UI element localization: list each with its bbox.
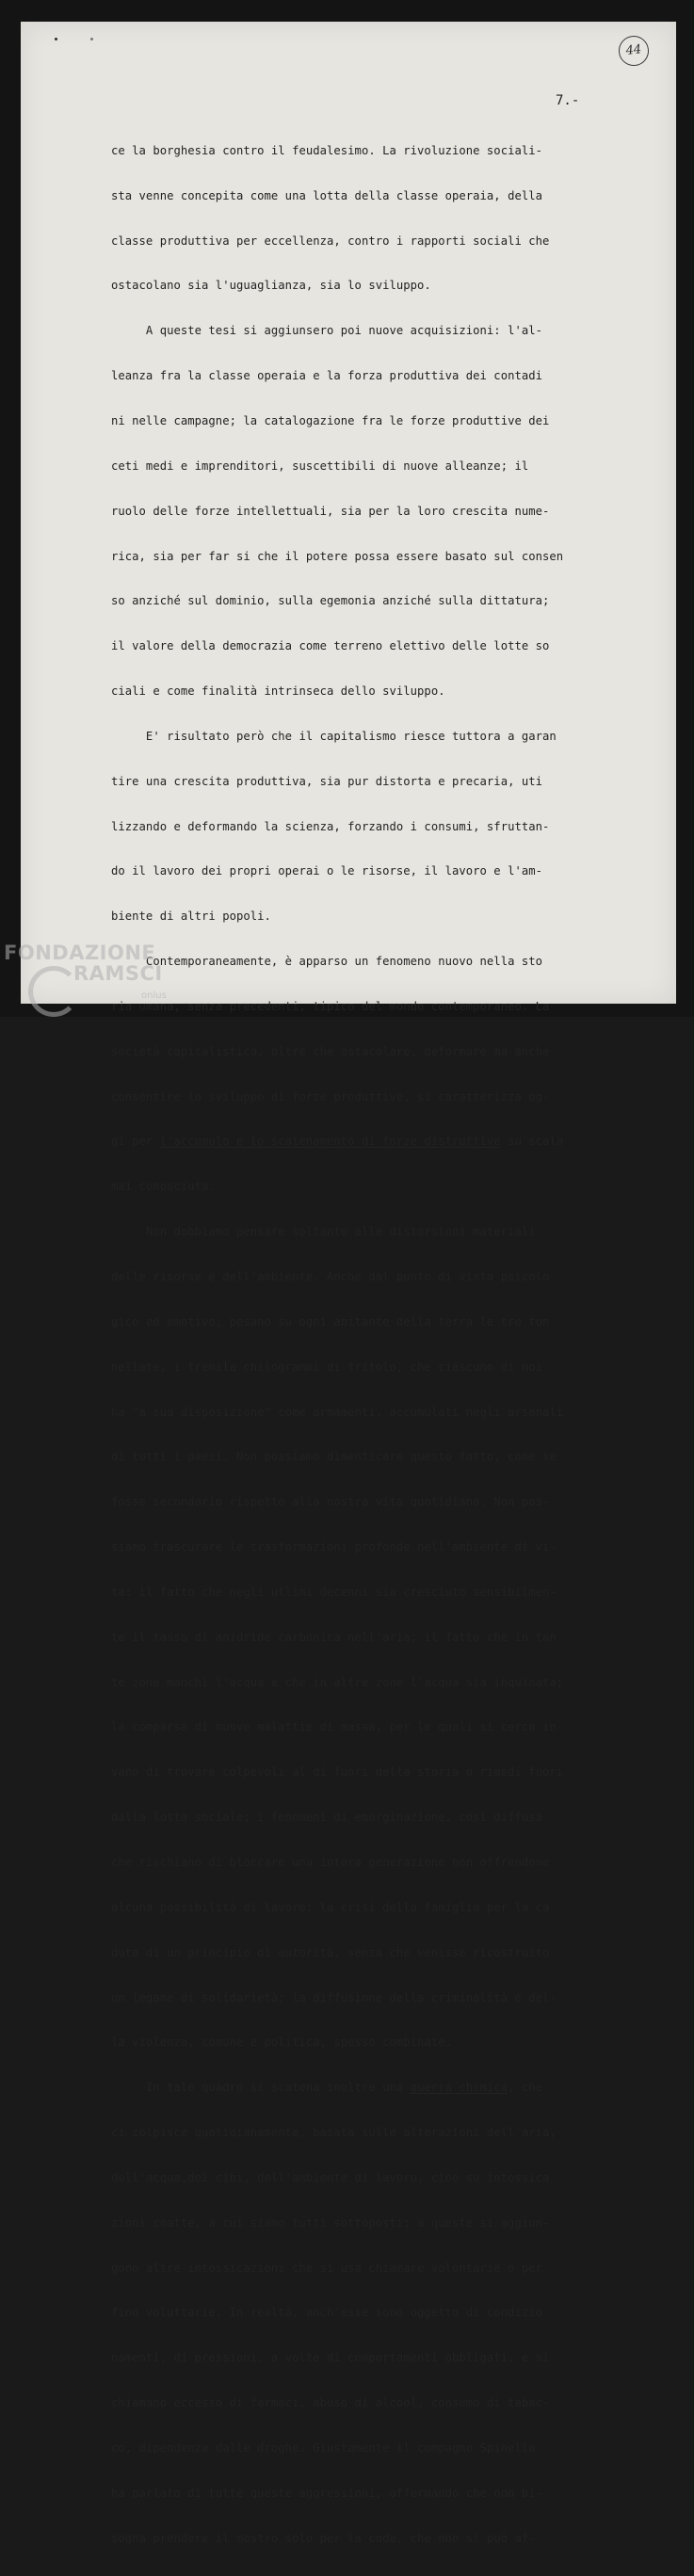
text-line: do il lavoro dei propri operai o le risorse, il lavoro e l'am-: [111, 864, 543, 878]
text-line: fosse secondario rispetto alla nostra vita quotidiana. Non pos-: [111, 1495, 550, 1509]
text-line: ci colpisce quotidianamente, basata sulle alterazioni dell'aria,: [111, 2126, 557, 2140]
text-line: zioni coatte, a cui siamo tutti sottoposti; a queste si aggiun-: [111, 2215, 550, 2230]
text-line: alcuna possibilità di lavoro; la crisi della famiglia per la ca: [111, 1900, 550, 1914]
document-body: [111, 114, 638, 2576]
punch-hole-mark: [55, 38, 57, 40]
text-line: tire una crescita produttiva, sia pur distorta e precaria, uti: [111, 774, 543, 788]
text-line: sogna prendere il mostro solo per la coda, che non si può af-: [111, 2531, 536, 2545]
text-line: gono altre intossicazioni che si usa chiamare volontarie o per: [111, 2261, 543, 2275]
text-line: Non dobbiamo pensare soltanto alle distorsioni materiali: [111, 1225, 536, 1239]
text-line: ruolo delle forze intellettuali, sia per la loro crescita nume-: [111, 504, 550, 518]
text-line-with-emphasis: [111, 1135, 638, 1150]
text-line: A queste tesi si aggiunsero poi nuove acquisizioni: l'al-: [111, 324, 543, 338]
watermark-text: RAMSCI: [73, 962, 163, 985]
text-line: di tutti i paesi. Non possiamo dimenticare questo fatto, come se: [111, 1450, 557, 1464]
text-line: ha "a sua disposizione" come armamenti, accumulati negli arsenali: [111, 1405, 564, 1419]
text-line: gico ed emotivo, pesano su ogni abitante della terra le tre ton: [111, 1314, 550, 1328]
text-line: consentire lo sviluppo di forze produttive, si caratterizza og-: [111, 1089, 550, 1103]
text-line: ostacolano sia l'uguaglianza, sia lo sviluppo.: [111, 279, 431, 293]
text-line: classe produttiva per eccellenza, contro i rapporti sociali che: [111, 233, 550, 248]
text-line: la comparsa di nuove malattie di massa, per le quali si cerca in: [111, 1720, 557, 1734]
text-line: te zone manchi l'acqua e che in altre zone l'acqua sia inquinata;: [111, 1675, 564, 1689]
text-line: la violenza, comune e politica, spesso combinate.: [111, 2036, 452, 2050]
text-line: duta di un principio di autorità, senza che venisse ricostruito: [111, 1945, 550, 1959]
text-line: il valore della democrazia come terreno elettivo delle lotte so: [111, 639, 550, 653]
text-line: mai conosciuta.: [111, 1180, 216, 1194]
text-line: delle risorse e dell'ambiente. Anche dal punto di vista psicolo: [111, 1270, 550, 1283]
text-fragment: gi per: [111, 1135, 160, 1149]
text-line: vano di trovare colpevoli al di fuori della storia o rimedi fuori: [111, 1765, 564, 1779]
text-line: rica, sia per far si che il potere possa essere basato sul consen: [111, 549, 564, 563]
watermark-g-logo-icon: [28, 966, 79, 1017]
text-line: società capitalistica, oltre che ostacolare, deformare ma anche: [111, 1044, 550, 1058]
text-line: ceti medi e imprenditori, suscettibili di nuove alleanze; il: [111, 459, 529, 473]
fondazione-gramsci-watermark: [4, 942, 192, 1017]
text-line: so anziché sul dominio, sulla egemonia anziché sulla dittatura;: [111, 594, 550, 608]
text-line: un legame di solidarietà; la diffusione della criminalità e del-: [111, 1990, 557, 2004]
text-line: fino voluttarie. In realtà, anch'esse sono oggetto di condizio: [111, 2306, 543, 2320]
text-fragment: In tale quadro si scatena inoltre una: [111, 2081, 411, 2095]
page-number: 7.-: [556, 93, 580, 108]
text-line: lizzando e deformando la scienza, forzando i consumi, sfruttan-: [111, 819, 550, 833]
text-line-with-emphasis: [111, 2081, 638, 2096]
text-line: dalla lotta sociale; i fenomeni di emarginazione, così diffusa: [111, 1811, 543, 1825]
watermark-subtext: onlus: [141, 990, 167, 1001]
text-line: te il tasso di anidride carbonica nell'aria; il fatto che in tan: [111, 1630, 557, 1644]
text-line: ciali e come finalità intrinseca dello sviluppo.: [111, 684, 445, 699]
archive-page-stamp: 44: [617, 34, 650, 67]
text-line: nellate, i tremila chilogrammi di tritolo, che ciascuno di noi: [111, 1360, 543, 1374]
text-line: biente di altri popoli.: [111, 910, 271, 924]
text-line: leanza fra la classe operaia e la forza produttiva dei contadi: [111, 369, 543, 383]
text-line: Contemporaneamente, è apparso un fenomeno nuovo nella sto: [111, 955, 543, 969]
watermark-text: FONDAZIONE: [4, 942, 156, 964]
text-line: chiamano eccesso di farmaci, abuso di alcool, consumo di tabac-: [111, 2396, 550, 2410]
punch-hole-mark: [90, 38, 93, 40]
text-line: ria umana, senza precedenti, tipico del mondo contemporaneo. La: [111, 999, 550, 1013]
text-line: ta: il fatto che negli utlimi decenni sia cresciuto sensibilmen-: [111, 1585, 557, 1599]
text-fragment: su scala: [500, 1135, 564, 1149]
text-fragment: , che: [508, 2081, 543, 2095]
text-line: sta venne concepita come una lotta della classe operaia, della: [111, 188, 543, 202]
text-line: dell'acqua,dei cibi, dell'ambiente di lavoro, cioé su intossica: [111, 2170, 550, 2184]
text-line: ha parlato di tutte queste aggressioni, affermando che non bi-: [111, 2486, 543, 2500]
underlined-phrase: l'accumulo e lo scatenamento di forze distruttive: [159, 1135, 501, 1149]
text-line: che rischiano di bloccare una intera generazione non offrendone: [111, 1855, 550, 1869]
text-line: ce la borghesia contro il feudalesimo. La rivoluzione sociali-: [111, 143, 543, 157]
text-line: co, dipendenza dalle droghe. Giustamente il compagno Spinella: [111, 2440, 536, 2455]
text-line: siamo trascurare le trasformazioni profonde nell'ambiente di vi-: [111, 1540, 557, 1554]
text-line: namenti, di pressioni, a volte di comportamenti obbligati, e si: [111, 2351, 550, 2365]
text-line: E' risultato però che il capitalismo riesce tuttora a garan: [111, 729, 557, 743]
text-line: ni nelle campagne; la catalogazione fra le forze produttive dei: [111, 413, 550, 427]
underlined-phrase: guerra chimica: [410, 2081, 508, 2095]
